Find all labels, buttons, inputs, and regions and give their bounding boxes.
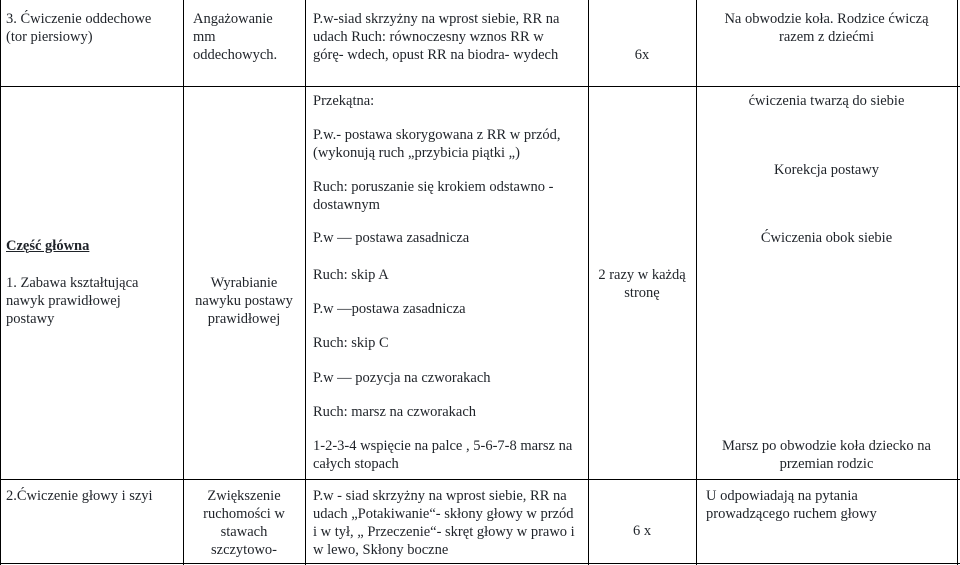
- row1-engagement: Angażowanie mm oddechowych.: [193, 11, 278, 63]
- section-title: Część główna: [6, 238, 90, 254]
- column-divider-4: [696, 0, 697, 565]
- row2-goal: Wyrabianie nawyku postawy prawidłowej: [195, 275, 293, 327]
- desc-start-position-2: P.w — postawa zasadnicza: [313, 230, 470, 246]
- desc-march: Ruch: marsz na czworakach: [313, 404, 477, 420]
- column-divider-2: [305, 0, 306, 565]
- row2-dosage: 2 razy w każdą stronę: [598, 267, 686, 301]
- note-side-by-side: Ćwiczenia obok siebie: [760, 230, 893, 246]
- row3-goal: Zwiększenie ruchomości w stawach szczytowo-: [203, 488, 285, 558]
- note-posture-correction: Korekcja postawy: [773, 162, 880, 178]
- table-border-left: [0, 0, 1, 565]
- desc-count: 1-2-3-4 wspięcie na palce , 5-6-7-8 marsz na całych stopach: [313, 438, 573, 472]
- row-divider-2: [0, 479, 960, 480]
- row1-description: P.w-siad skrzyżny na wprost siebie, RR na udach Ruch: równoczesny wznos RR w górę- wdech, opust RR na biodra- wydech: [313, 11, 560, 63]
- table-border-bottom: [0, 563, 960, 564]
- desc-start-position-1: P.w.- postawa skorygowana z RR w przód, (wykonują ruch „przybicia piątki „): [313, 127, 561, 161]
- desc-start-position-4: P.w — pozycja na czworakach: [313, 370, 491, 386]
- row2-exercise: 1. Zabawa kształtująca nawyk prawidłowej postawy: [6, 275, 139, 327]
- row1-notes: Na obwodzie koła. Rodzice ćwiczą razem z dziećmi: [724, 11, 929, 45]
- row3-description: P.w - siad skrzyżny na wprost siebie, RR na udach „Potakiwanie“- skłony głowy w przód i w tył, „ Przeczenie“- skręt głowy w prawo i w lewo, Skłony boczne: [313, 488, 575, 558]
- row1-dosage: 6x: [634, 47, 650, 63]
- row3-dosage: 6 x: [632, 523, 652, 539]
- desc-skip-c: Ruch: skip C: [313, 335, 389, 351]
- desc-start-position-3: P.w —postawa zasadnicza: [313, 301, 466, 317]
- row1-exercise: 3. Ćwiczenie oddechowe (tor piersiowy): [6, 11, 152, 45]
- row3-notes: U odpowiadają na pytania prowadzącego ruchem głowy: [706, 488, 877, 522]
- desc-movement-1: Ruch: poruszanie się krokiem odstawno - dostawnym: [313, 179, 554, 213]
- row-divider-1: [0, 86, 960, 87]
- note-circle-march: Marsz po obwodzie koła dziecko na przemian rodzic: [722, 438, 931, 472]
- note-face-to-face: ćwiczenia twarzą do siebie: [748, 93, 905, 109]
- desc-diagonal: Przekątna:: [313, 93, 375, 109]
- row3-exercise: 2.Ćwiczenie głowy i szyi: [6, 488, 153, 504]
- desc-skip-a: Ruch: skip A: [313, 267, 389, 283]
- table-border-right: [957, 0, 958, 565]
